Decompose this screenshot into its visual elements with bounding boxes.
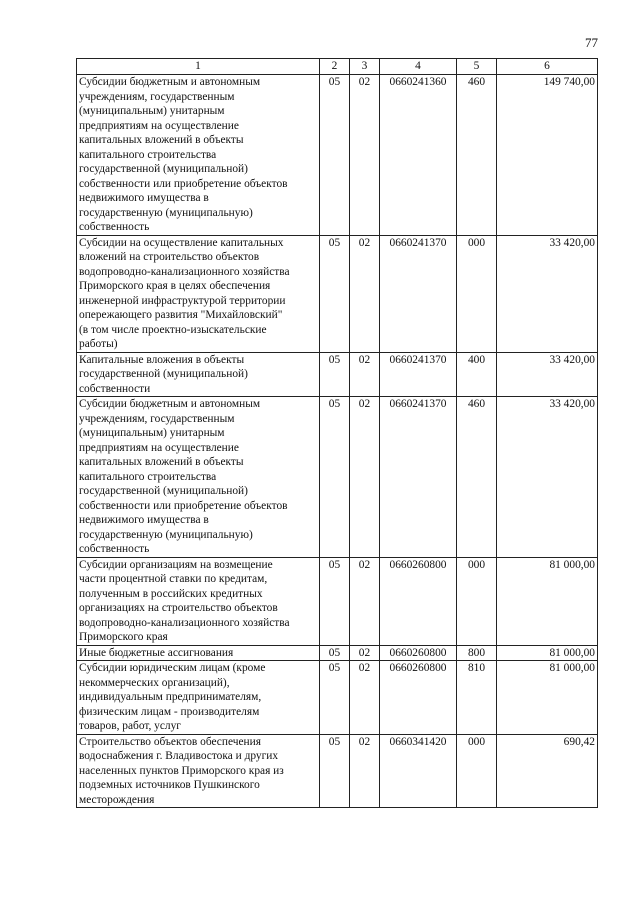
row-section-code: 05 bbox=[320, 352, 350, 397]
description-line: капитального строительства bbox=[79, 148, 217, 161]
description-line: капитальных вложений в объекты bbox=[79, 456, 244, 468]
row-amount: 33 420,00 bbox=[497, 352, 598, 397]
row-subsection-code: 02 bbox=[350, 75, 380, 236]
row-target-article-code: 0660241370 bbox=[380, 397, 457, 558]
description-line: вложений на строительство объектов bbox=[79, 251, 260, 263]
row-amount: 33 420,00 bbox=[497, 235, 598, 352]
row-subsection-code: 02 bbox=[350, 397, 380, 558]
description-line: Субсидии бюджетным и автономным bbox=[79, 76, 261, 88]
description-line: водопроводно-канализационного хозяйства bbox=[79, 616, 290, 629]
budget-table bbox=[76, 58, 598, 808]
row-target-article-code: 0660241370 bbox=[380, 235, 457, 352]
description-line: Приморского края в целях обеспечения bbox=[79, 280, 271, 292]
description-line: учреждениям, государственным bbox=[79, 90, 235, 103]
row-section-code: 05 bbox=[320, 645, 350, 661]
row-description bbox=[77, 645, 320, 661]
description-line: Субсидии на осуществление капитальных bbox=[79, 236, 284, 249]
table-row bbox=[77, 352, 598, 397]
description-line: Субсидии юридическим лицам (кроме bbox=[79, 662, 266, 674]
row-subsection-code: 02 bbox=[350, 645, 380, 661]
row-subsection-code: 02 bbox=[350, 352, 380, 397]
description-line: (муниципальным) унитарным bbox=[79, 105, 225, 117]
table-row bbox=[77, 397, 598, 558]
table-body bbox=[77, 75, 598, 808]
description-line: Субсидии организациям на возмещение bbox=[79, 558, 273, 571]
page-number: 77 bbox=[585, 35, 598, 50]
row-description bbox=[77, 661, 320, 735]
description-line: населенных пунктов Приморского края из bbox=[79, 764, 284, 777]
description-line: инженерной инфраструктурой территории bbox=[79, 294, 286, 307]
row-subsection-code: 02 bbox=[350, 235, 380, 352]
description-line: собственность bbox=[79, 221, 150, 233]
header-col-6: 6 bbox=[497, 59, 598, 75]
description-line: капитального строительства bbox=[79, 470, 217, 483]
row-expense-type-code: 460 bbox=[457, 397, 497, 558]
row-section-code: 05 bbox=[320, 235, 350, 352]
row-description bbox=[77, 75, 320, 236]
row-section-code: 05 bbox=[320, 397, 350, 558]
row-expense-type-code: 000 bbox=[457, 235, 497, 352]
description-line: водопроводно-канализационного хозяйства bbox=[79, 265, 290, 278]
table-row bbox=[77, 661, 598, 735]
row-expense-type-code: 000 bbox=[457, 734, 497, 808]
description-line: недвижимого имущества в bbox=[79, 514, 209, 526]
description-line: части процентной ставки по кредитам, bbox=[79, 573, 268, 585]
description-line: собственность bbox=[79, 543, 150, 555]
row-section-code: 05 bbox=[320, 75, 350, 236]
row-expense-type-code: 800 bbox=[457, 645, 497, 661]
row-target-article-code: 0660241360 bbox=[380, 75, 457, 236]
row-amount: 81 000,00 bbox=[497, 661, 598, 735]
description-line: организациях на строительство объектов bbox=[79, 602, 278, 614]
row-expense-type-code: 460 bbox=[457, 75, 497, 236]
header-col-5: 5 bbox=[457, 59, 497, 75]
description-line: физическим лицам - производителям bbox=[79, 705, 260, 718]
header-row bbox=[77, 59, 598, 75]
header-col-1: 1 bbox=[77, 59, 320, 75]
row-target-article-code: 0660241370 bbox=[380, 352, 457, 397]
header-col-2: 2 bbox=[320, 59, 350, 75]
description-line: государственной (муниципальной) bbox=[79, 485, 248, 497]
row-description bbox=[77, 235, 320, 352]
row-amount: 81 000,00 bbox=[497, 557, 598, 645]
row-amount: 690,42 bbox=[497, 734, 598, 808]
description-line: учреждениям, государственным bbox=[79, 412, 235, 425]
row-target-article-code: 0660341420 bbox=[380, 734, 457, 808]
table-row bbox=[77, 235, 598, 352]
row-section-code: 05 bbox=[320, 557, 350, 645]
row-expense-type-code: 000 bbox=[457, 557, 497, 645]
table-row bbox=[77, 645, 598, 661]
description-line: предприятиям на осуществление bbox=[79, 441, 239, 454]
table-header bbox=[77, 59, 598, 75]
row-section-code: 05 bbox=[320, 661, 350, 735]
row-subsection-code: 02 bbox=[350, 734, 380, 808]
description-line: Капитальные вложения в объекты bbox=[79, 353, 245, 366]
row-amount: 33 420,00 bbox=[497, 397, 598, 558]
table-row bbox=[77, 734, 598, 808]
row-description bbox=[77, 352, 320, 397]
row-target-article-code: 0660260800 bbox=[380, 661, 457, 735]
row-amount: 81 000,00 bbox=[497, 645, 598, 661]
description-line: работы) bbox=[79, 338, 118, 350]
description-line: государственную (муниципальную) bbox=[79, 206, 253, 219]
description-line: недвижимого имущества в bbox=[79, 192, 209, 204]
row-expense-type-code: 400 bbox=[457, 352, 497, 397]
description-line: месторождения bbox=[79, 793, 155, 806]
row-description bbox=[77, 397, 320, 558]
description-line: предприятиям на осуществление bbox=[79, 119, 239, 132]
table-row bbox=[77, 557, 598, 645]
row-subsection-code: 02 bbox=[350, 661, 380, 735]
description-line: собственности bbox=[79, 382, 151, 395]
description-line: Приморского края bbox=[79, 631, 168, 643]
description-line: Субсидии бюджетным и автономным bbox=[79, 398, 261, 410]
row-section-code: 05 bbox=[320, 734, 350, 808]
row-description bbox=[77, 557, 320, 645]
description-line: товаров, работ, услуг bbox=[79, 720, 181, 732]
row-amount: 149 740,00 bbox=[497, 75, 598, 236]
description-line: собственности или приобретение объектов bbox=[79, 177, 288, 190]
description-line: (в том числе проектно-изыскательские bbox=[79, 323, 267, 336]
row-description bbox=[77, 734, 320, 808]
row-subsection-code: 02 bbox=[350, 557, 380, 645]
description-line: государственную (муниципальную) bbox=[79, 528, 253, 541]
description-line: капитальных вложений в объекты bbox=[79, 134, 244, 146]
description-line: государственной (муниципальной) bbox=[79, 368, 248, 380]
description-line: (муниципальным) унитарным bbox=[79, 427, 225, 439]
header-col-3: 3 bbox=[350, 59, 380, 75]
row-target-article-code: 0660260800 bbox=[380, 557, 457, 645]
description-line: некоммерческих организаций), bbox=[79, 676, 230, 689]
description-line: полученным в российских кредитных bbox=[79, 587, 263, 600]
row-target-article-code: 0660260800 bbox=[380, 645, 457, 661]
description-line: Иные бюджетные ассигнования bbox=[79, 646, 234, 659]
header-col-4: 4 bbox=[380, 59, 457, 75]
description-line: опережающего развития "Михайловский" bbox=[79, 309, 283, 321]
description-line: водоснабжения г. Владивостока и других bbox=[79, 750, 279, 762]
description-line: подземных источников Пушкинского bbox=[79, 779, 260, 791]
table-row bbox=[77, 75, 598, 236]
description-line: Строительство объектов обеспечения bbox=[79, 735, 261, 748]
row-expense-type-code: 810 bbox=[457, 661, 497, 735]
description-line: индивидуальным предпринимателям, bbox=[79, 691, 262, 703]
description-line: собственности или приобретение объектов bbox=[79, 499, 288, 512]
description-line: государственной (муниципальной) bbox=[79, 163, 248, 175]
